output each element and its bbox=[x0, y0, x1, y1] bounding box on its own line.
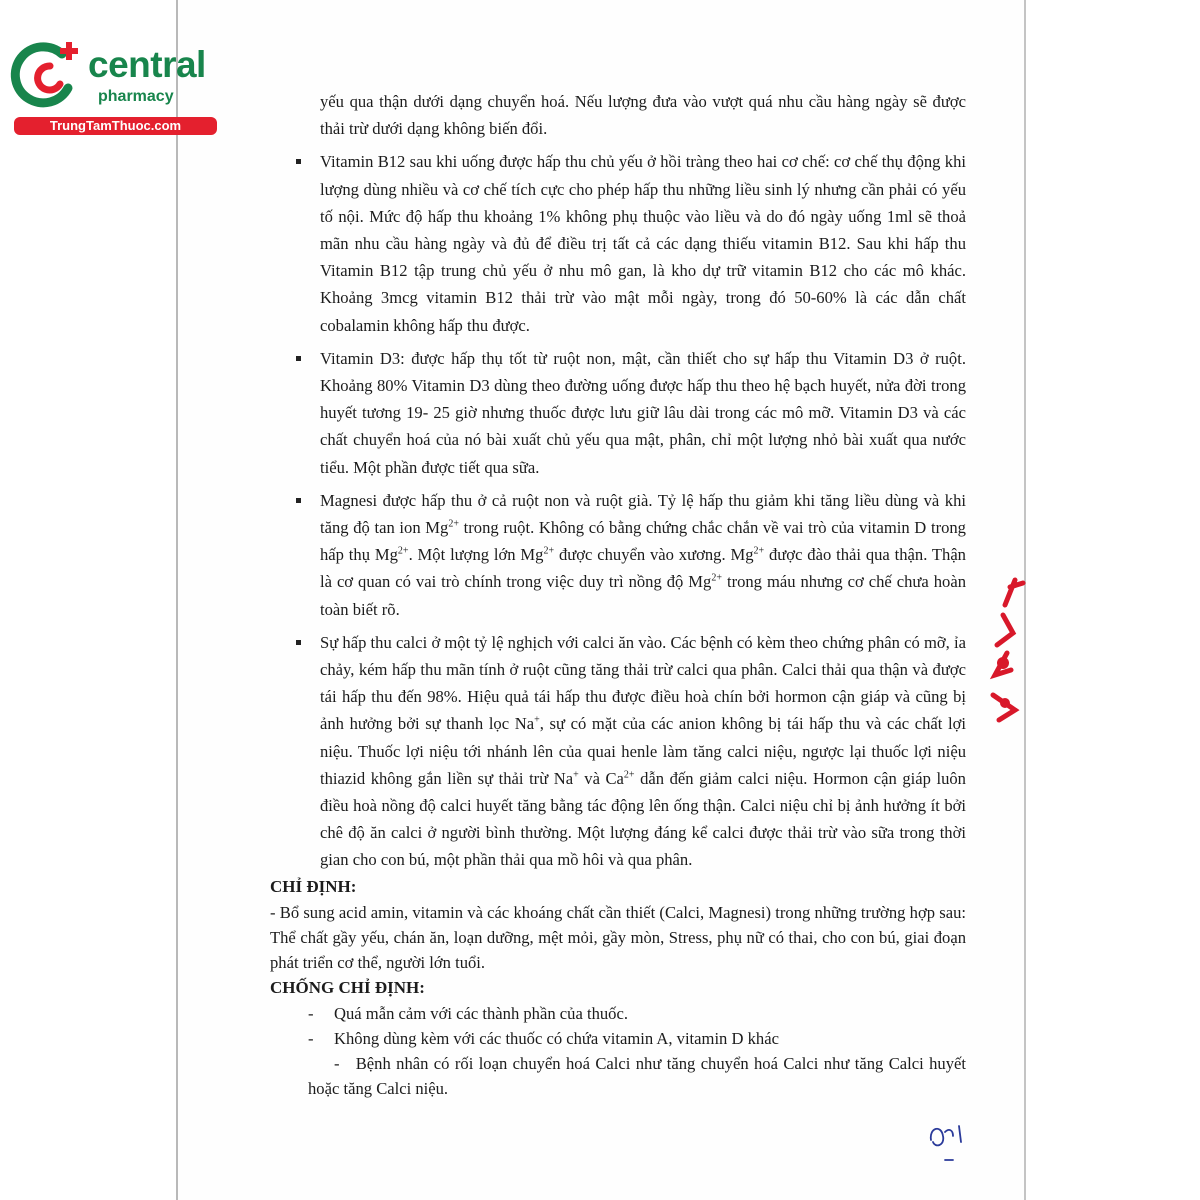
mg-ion: 2+ bbox=[397, 545, 409, 557]
bullet-icon bbox=[296, 356, 301, 361]
ca-text-3: và Ca bbox=[578, 768, 624, 788]
pharmacy-cross-icon bbox=[10, 36, 90, 116]
bullet-magnesi bbox=[270, 487, 966, 623]
contraindication-item bbox=[270, 1001, 966, 1026]
contraindication-heading: CHỐNG CHỈ ĐỊNH: bbox=[270, 977, 425, 997]
contraindication-text: Quá mẫn cảm với các thành phần của thuốc. bbox=[334, 1003, 628, 1023]
contraindication-item bbox=[270, 1051, 966, 1101]
mg-text-5: được đào thải qua thận. Thận là cơ quan có vai trò chính trong việc duy trì nồng độ Mg bbox=[320, 545, 966, 592]
intro-continuation: yếu qua thận dưới dạng chuyển hoá. Nếu lượng đưa vào vượt quá nhu cầu hàng ngày sẽ được thải trừ dưới dạng không biến đổi. bbox=[320, 92, 966, 139]
ca-text-4: dẫn đến giảm calci niệu. Hormon cận giáp luôn điều hoà nồng độ calci huyết tăng bằng tác động lên ống thận. Calci niệu chỉ bị ảnh hưởng ít bởi chê độ ăn calci ở người bình thường. Một lượng đáng kể calci được thải trừ vào sữa trong thời gian cho con bú, một phần thải qua mồ hôi và qua phân. bbox=[320, 768, 966, 870]
mg-ion: 2+ bbox=[543, 545, 555, 557]
contraindication-text: Bệnh nhân có rối loạn chuyển hoá Calci như tăng chuyển hoá Calci như tăng Calci huyết hoặc tăng Calci niệu. bbox=[308, 1053, 967, 1098]
mg-ion: 2+ bbox=[711, 572, 722, 584]
mg-text-6: trong máu nhưng cơ chế chưa hoàn toàn biết rõ. bbox=[320, 572, 966, 619]
indication-text: - Bổ sung acid amin, vitamin và các khoáng chất cần thiết (Calci, Magnesi) trong những trường hợp sau: Thể chất gầy yếu, chán ăn, loạn dưỡng, mệt mỏi, gầy mòn, Stress, phụ nữ có thai, cho con bú, giai đoạn phát triển cơ thể, người lớn tuổi. bbox=[270, 902, 966, 972]
ca-text-1: Sự hấp thu calci ở một tỷ lệ nghịch với calci ăn vào. Các bệnh có kèm theo chứng phân có mỡ, ỉa chảy, kém hấp thu mãn tính ở ruột cũng tăng thải trừ calci qua phân. Calci thải qua thận và được tái hấp thu đến 98%. Hiệu quả tái hấp thu được điều hoà chín bởi hormon cận giáp và cũng bị ảnh hưởng bởi sự thanh lọc Na bbox=[320, 632, 966, 734]
na-ion: + bbox=[573, 769, 579, 781]
mg-ion: 2+ bbox=[753, 545, 765, 557]
bullet-icon bbox=[296, 640, 301, 645]
logo-subtitle: pharmacy bbox=[98, 88, 174, 105]
dash-marker: - bbox=[334, 1053, 340, 1073]
ca-ion: 2+ bbox=[623, 769, 635, 781]
bullet-icon bbox=[296, 498, 301, 503]
red-stamp-mark bbox=[985, 575, 1030, 725]
handwritten-signature bbox=[925, 1118, 975, 1168]
document-body bbox=[270, 88, 966, 1101]
contraindication-item bbox=[270, 1026, 966, 1051]
dash-marker: - bbox=[308, 1003, 314, 1023]
bullet-calci bbox=[270, 629, 966, 874]
na-ion: + bbox=[534, 714, 540, 726]
mg-ion: 2+ bbox=[448, 518, 459, 530]
logo-url[interactable]: TrungTamThuoc.com bbox=[14, 117, 217, 135]
logo-brand: central bbox=[88, 44, 206, 85]
contraindication-text: Không dùng kèm với các thuốc có chứa vitamin A, vitamin D khác bbox=[334, 1028, 779, 1048]
indication-heading: CHỈ ĐỊNH: bbox=[270, 876, 357, 896]
ca-text-2: , sự có mặt của các anion không bị tái hấp thu và các chất lợi niệu. Thuốc lợi niệu tới nhánh lên của quai henle làm tăng calci niệu, ngược lại thuốc lợi niệu thiazid không gắn liền sự thải trừ Na bbox=[320, 714, 967, 788]
dash-marker: - bbox=[308, 1028, 314, 1048]
bullet-vitamin-b12 bbox=[270, 148, 966, 338]
bullet-d3-text: Vitamin D3: được hấp thụ tốt từ ruột non, mật, cần thiết cho sự hấp thu Vitamin D3 ở ruột. Khoảng 80% Vitamin D3 dùng theo đường uống được hấp thu theo hệ bạch huyết, nửa đời trong huyết tương 19- 25 giờ nhưng thuốc được lưu giữ lâu dài trong các mô mỡ. Vitamin D3 và các chất chuyển hoá của nó bài xuất chủ yếu qua mật, phân, chỉ một lượng nhỏ bài xuất qua nước tiểu. Một phần được tiết qua sữa. bbox=[320, 348, 966, 477]
mg-text-3: . Một lượng lớn Mg bbox=[408, 545, 544, 565]
mg-text-4: được chuyển vào xương. Mg bbox=[554, 545, 754, 565]
bullet-vitamin-d3 bbox=[270, 345, 966, 481]
mg-text-2: trong ruột. Không có bằng chứng chắc chắn về vai trò của vitamin D trong hấp thụ Mg bbox=[320, 518, 966, 565]
bullet-icon bbox=[296, 159, 301, 164]
central-pharmacy-logo[interactable] bbox=[10, 34, 215, 136]
bullet-b12-text: Vitamin B12 sau khi uống được hấp thu chủ yếu ở hồi tràng theo hai cơ chế: cơ chế thụ động khi lượng dùng nhiều và cơ chế tích cực cho phép hấp thu những liều sinh lý nhưng cần phải có yếu tố nội. Mức độ hấp thu khoảng 1% không phụ thuộc vào liều và do đó ngày uống 1ml sẽ thoả mãn nhu cầu hàng ngày và đủ để điều trị tất cả các dạng thiếu vitamin B12. Sau khi hấp thu Vitamin B12 tập trung chủ yếu ở nhu mô gan, là kho dự trữ vitamin B12 cho các mô khác. Khoảng 3mcg vitamin B12 thải trừ vào mật mỗi ngày, trong đó 50-60% là các dẫn chất cobalamin không hấp thu được. bbox=[320, 152, 966, 335]
mg-text-1: Magnesi được hấp thu ở cả ruột non và ruột già. Tỷ lệ hấp thu giảm khi tăng liều dùng và khi tăng độ tan ion Mg bbox=[320, 490, 966, 538]
